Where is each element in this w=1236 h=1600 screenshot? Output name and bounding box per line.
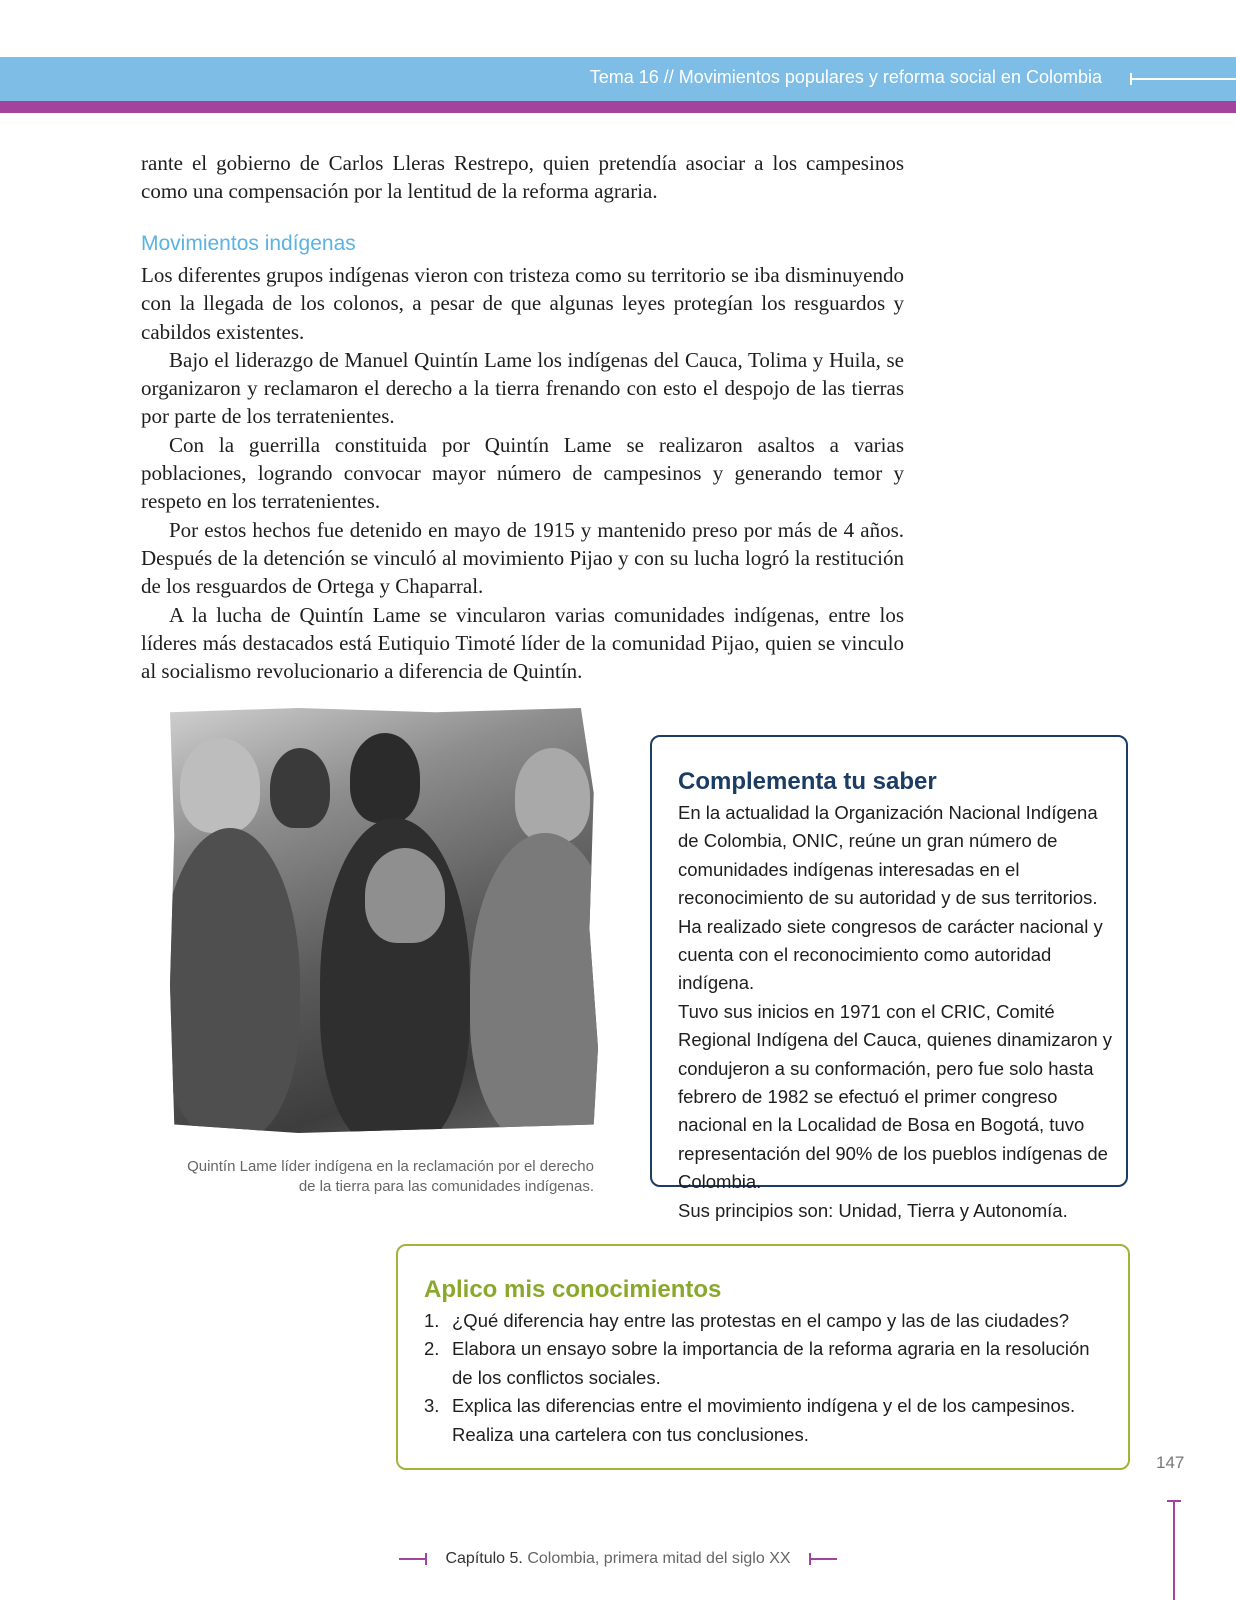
photo-figure	[180, 738, 260, 833]
activity-number: 1.	[424, 1310, 440, 1331]
footer-subtitle: Colombia, primera mitad del siglo XX	[527, 1550, 791, 1567]
footer-chapter: Capítulo 5.	[445, 1550, 523, 1567]
photo-figure	[270, 748, 330, 828]
complementa-title: Complementa tu saber	[678, 768, 937, 795]
activity-list	[424, 1307, 1114, 1449]
activity-item	[424, 1335, 1114, 1392]
photo-figure	[365, 848, 445, 943]
footer-left-decoration	[399, 1558, 427, 1560]
intro-text: rante el gobierno de Carlos Lleras Restrepo, quien pretendía asociar a los campesinos como una compensación por la lentitud de la reforma agraria.	[141, 151, 904, 204]
section-paragraph: Bajo el liderazgo de Manuel Quintín Lame los indígenas del Cauca, Tolima y Huila, se organizaron y reclamaron el derecho a la tierra frenando con esto el despojo de las tierras por parte de los terratenientes.	[141, 347, 904, 429]
section-paragraph: Los diferentes grupos indígenas vieron con tristeza como su territorio se iba disminuyendo con la llegada de los colonos, a pesar de que algunas leyes protegían los resguardos y cabildos existentes.	[141, 263, 904, 344]
aplico-title: Aplico mis conocimientos	[424, 1276, 722, 1303]
photo-caption	[170, 1157, 594, 1197]
footer-right-decoration	[809, 1558, 837, 1560]
header-rule	[1130, 78, 1236, 80]
photo-figure	[470, 833, 598, 1133]
header-accent-stripe	[0, 101, 1236, 113]
historical-photo	[170, 708, 598, 1133]
activity-number: 3.	[424, 1395, 440, 1417]
activity-text: Explica las diferencias entre el movimiento indígena y el de los campesinos. Realiza una cartelera con tus conclusiones.	[452, 1395, 1076, 1445]
footer	[0, 1550, 1236, 1568]
section-paragraph: Con la guerrilla constituida por Quintín Lame se realizaron asaltos a varias poblaciones, logrando convocar mayor número de campesinos y generando temor y respeto en los terratenientes.	[141, 432, 904, 514]
activity-text: Elabora un ensayo sobre la importancia de la reforma agraria en la resolución de los conflictos sociales.	[452, 1338, 1090, 1388]
complementa-paragraph: Sus principios son: Unidad, Tierra y Autonomía.	[678, 1199, 1068, 1221]
intro-paragraph	[141, 149, 904, 206]
activity-text: ¿Qué diferencia hay entre las protestas en el campo y las de las ciudades?	[452, 1310, 1070, 1331]
complementa-body	[678, 799, 1118, 1225]
activity-number: 2.	[424, 1338, 440, 1360]
header-title: Tema 16 // Movimientos populares y reforma social en Colombia	[589, 67, 1102, 87]
complementa-paragraph: Tuvo sus inicios en 1971 con el CRIC, Comité Regional Indígena del Cauca, quienes dinamizaron y condujeron a su conformación, pero fue solo hasta febrero de 1982 se efectuó el primer congreso nacional en la Localidad de Bosa en Bogotá, tuvo representación del 90% de los pueblos indígenas de Colombia.	[678, 1000, 1113, 1193]
section-paragraph: A la lucha de Quintín Lame se vincularon varias comunidades indígenas, entre los líderes más destacados está Eutiquio Timoté líder de la comunidad Pijao, quien se vinculo al socialismo revolucionario a diferencia de Quintín.	[141, 602, 904, 684]
photo-caption-line: de la tierra para las comunidades indígenas.	[298, 1178, 594, 1195]
section-paragraph: Por estos hechos fue detenido en mayo de 1915 y mantenido preso por más de 4 años. Después de la detención se vinculó al movimiento Pijao y con su lucha logró la restitución de los resguardos de Ortega y Chaparral.	[141, 517, 904, 599]
photo-caption-line: Quintín Lame líder indígena en la reclamación por el derecho	[187, 1158, 594, 1175]
photo-figure	[170, 828, 300, 1133]
photo-figure	[515, 748, 590, 843]
section-heading: Movimientos indígenas	[141, 232, 356, 255]
photo-figure	[350, 733, 420, 823]
complementa-paragraph: En la actualidad la Organización Nacional Indígena de Colombia, ONIC, reúne un gran número de comunidades indígenas interesadas en el reconocimiento de su autoridad y de sus territorios. Ha realizado siete congresos de carácter nacional y cuenta con el reconocimiento como autoridad indígena.	[678, 802, 1103, 994]
section-body	[141, 261, 904, 685]
page-number: 147	[1156, 1453, 1185, 1472]
activity-item	[424, 1307, 1114, 1335]
activity-item	[424, 1392, 1114, 1449]
